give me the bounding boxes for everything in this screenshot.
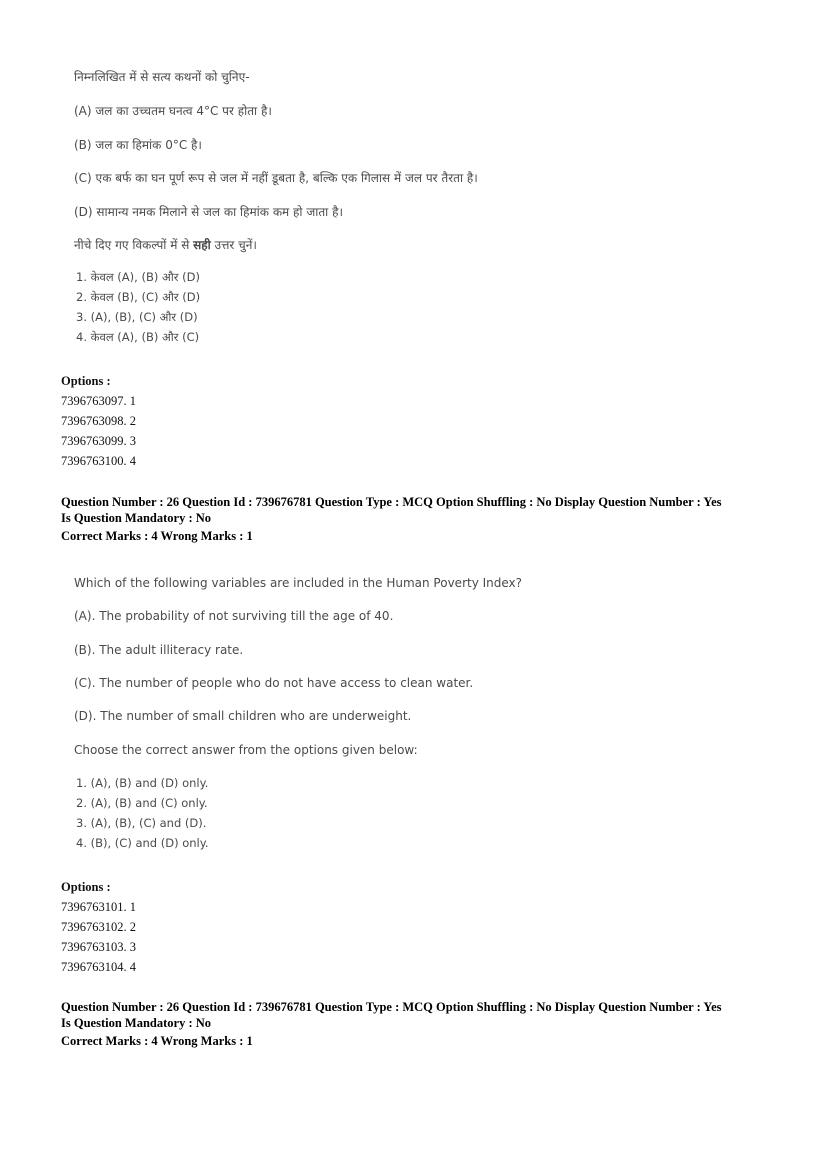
hindi-instruction-part2: उत्तर चुनें। — [210, 238, 257, 252]
english-choice-2: 2. (A), (B) and (C) only. — [76, 796, 208, 810]
hindi-choice-1: 1. केवल (A), (B) और (D) — [76, 270, 200, 284]
hindi-question-stem: निम्नलिखित में से सत्य कथनों को चुनिए- — [74, 70, 250, 84]
options-block-1 — [61, 371, 136, 471]
english-choice-3: 3. (A), (B), (C) and (D). — [76, 816, 207, 830]
question-meta-line2: Is Question Mandatory : No — [61, 1016, 212, 1030]
english-choice-1: 1. (A), (B) and (D) only. — [76, 776, 209, 790]
hindi-choice-2: 2. केवल (B), (C) और (D) — [76, 290, 201, 304]
options-block-2 — [61, 877, 136, 977]
english-statement-c: (C). The number of people who do not have access to clean water. — [74, 676, 474, 690]
hindi-statement-c: (C) एक बर्फ का घन पूर्ण रूप से जल में नहीं डूबता है, बल्कि एक गिलास में जल पर तैरता है। — [74, 171, 478, 185]
english-statement-a: (A). The probability of not surviving till the age of 40. — [74, 609, 394, 623]
english-statement-d: (D). The number of small children who are underweight. — [74, 709, 412, 723]
option-id-4: 7396763100. 4 — [61, 454, 136, 468]
hindi-choice-3: 3. (A), (B), (C) और (D) — [76, 310, 198, 324]
hindi-instruction-part1: नीचे दिए गए विकल्पों में से — [74, 238, 194, 252]
question-meta-line2: Is Question Mandatory : No — [61, 511, 212, 525]
question-meta-line1: Question Number : 26 Question Id : 739676781 Question Type : MCQ Option Shuffling : No Display Question Number : Yes — [61, 1000, 722, 1014]
option-id-3: 7396763099. 3 — [61, 434, 136, 448]
english-statement-b: (B). The adult illiteracy rate. — [74, 643, 244, 657]
hindi-statement-a: (A) जल का उच्चतम घनत्व 4°C पर होता है। — [74, 104, 272, 118]
english-instruction: Choose the correct answer from the options given below: — [74, 743, 418, 757]
hindi-choice-4: 4. केवल (A), (B) और (C) — [76, 330, 200, 344]
options-label: Options : — [61, 374, 111, 388]
option-id-2: 7396763098. 2 — [61, 414, 136, 428]
option-id-2: 7396763102. 2 — [61, 920, 136, 934]
option-id-4: 7396763104. 4 — [61, 960, 136, 974]
question-meta-2 — [61, 999, 781, 1049]
english-question-stem: Which of the following variables are included in the Human Poverty Index? — [74, 576, 523, 590]
question-meta-line1: Question Number : 26 Question Id : 739676781 Question Type : MCQ Option Shuffling : No Display Question Number : Yes — [61, 495, 722, 509]
question-meta-line3: Correct Marks : 4 Wrong Marks : 1 — [61, 529, 253, 543]
question-meta-1 — [61, 494, 781, 544]
hindi-instruction-bold: सही — [193, 238, 211, 252]
option-id-1: 7396763097. 1 — [61, 394, 136, 408]
english-choice-4: 4. (B), (C) and (D) only. — [76, 836, 209, 850]
hindi-statement-d: (D) सामान्य नमक मिलाने से जल का हिमांक कम हो जाता है। — [74, 205, 344, 219]
hindi-instruction — [74, 236, 257, 253]
options-label: Options : — [61, 880, 111, 894]
question-meta-line3: Correct Marks : 4 Wrong Marks : 1 — [61, 1034, 253, 1048]
hindi-statement-b: (B) जल का हिमांक 0°C है। — [74, 138, 202, 152]
option-id-3: 7396763103. 3 — [61, 940, 136, 954]
option-id-1: 7396763101. 1 — [61, 900, 136, 914]
